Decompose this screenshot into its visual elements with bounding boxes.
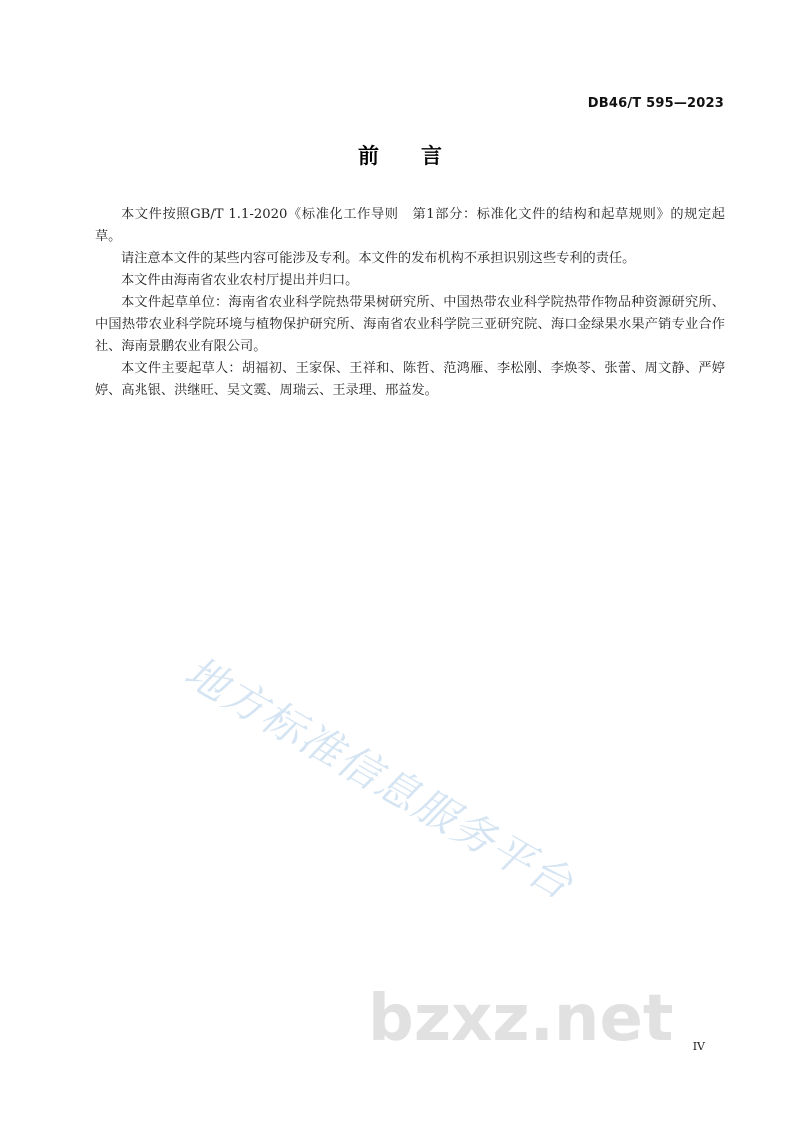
- paragraph-drafting-rules: 本文件按照GB/T 1.1-2020《标准化工作导则 第1部分：标准化文件的结构和起草规则》的规定起草。: [95, 207, 725, 244]
- paragraph-patent-notice: 请注意本文件的某些内容可能涉及专利。本文件的发布机构不承担识别这些专利的责任。: [121, 251, 636, 266]
- watermark-chinese: 地方标准信息服务平台: [176, 646, 583, 910]
- preface-body: [95, 204, 725, 402]
- page-title: [0, 140, 800, 170]
- paragraph-drafting-units: 本文件起草单位：海南省农业科学院热带果树研究所、中国热带农业科学院热带作物品种资源研究所、中国热带农业科学院环境与植物保护研究所、海南省农业科学院三亚研究院、海口金绿果水果产销专业合作社、海南景鹏农业有限公司。: [95, 295, 725, 354]
- title-char-1: 前: [358, 144, 379, 168]
- watermark-site: bzxz.net: [368, 982, 674, 1056]
- paragraph-drafters: 本文件主要起草人：胡福初、王家保、王祥和、陈哲、范鸿雁、李松刚、李焕苓、张蕾、周文静、严婷婷、高兆银、洪继旺、吴文霙、周瑞云、王录理、邢益发。: [95, 361, 725, 398]
- title-char-2: 言: [421, 144, 442, 168]
- page-number: IV: [692, 1040, 705, 1053]
- paragraph-proposer: 本文件由海南省农业农村厅提出并归口。: [121, 273, 359, 288]
- document-code: DB46/T 595—2023: [587, 96, 724, 111]
